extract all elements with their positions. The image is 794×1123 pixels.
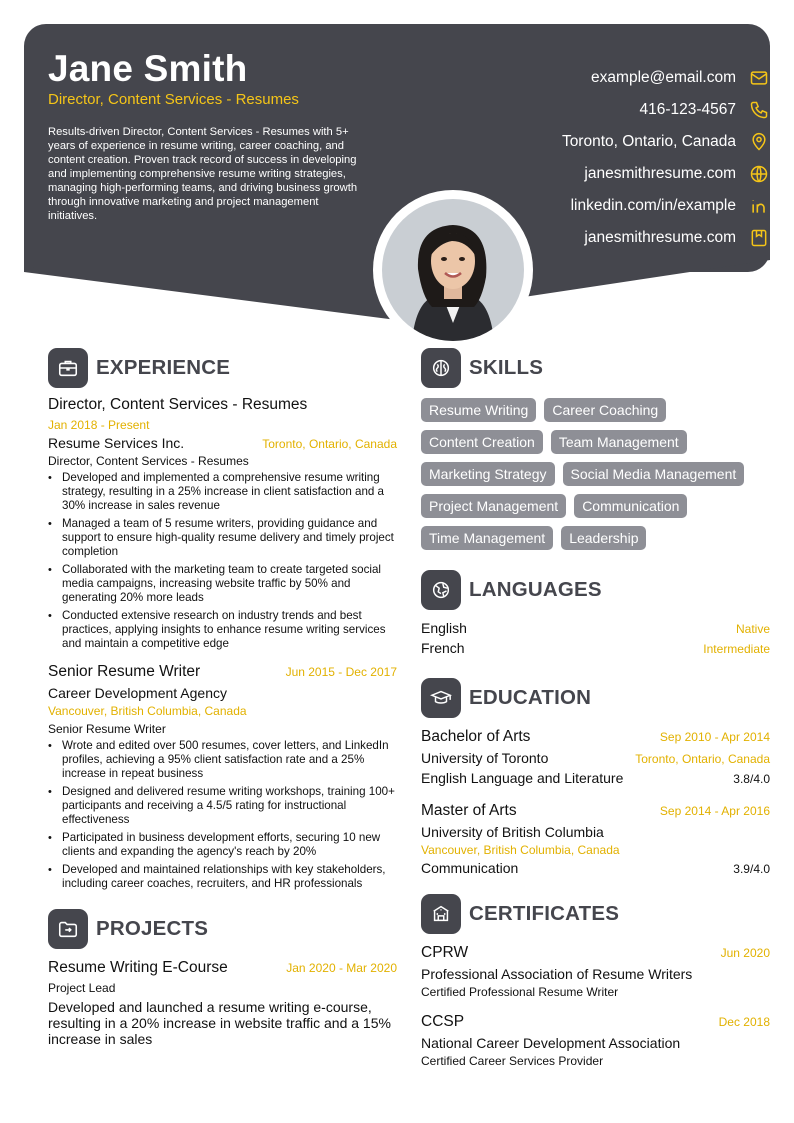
projects-title: PROJECTS (96, 917, 209, 940)
project-title: Resume Writing E-Course (48, 959, 228, 976)
language-row (421, 620, 770, 640)
skill-chip: Marketing Strategy (421, 462, 555, 486)
language-level: Intermediate (703, 642, 770, 656)
certificate-item (421, 944, 770, 999)
job-title: Director, Content Services - Resumes (48, 396, 308, 413)
field-of-study: English Language and Literature (421, 770, 624, 786)
job-bullets (48, 471, 397, 651)
languages-header (421, 570, 770, 610)
job-bullet: • Developed and maintained relationships with key stakeholders, including career coaches, recruiters, and HR professionals (48, 863, 397, 891)
education-header (421, 678, 770, 718)
degree: Bachelor of Arts (421, 728, 531, 745)
institution-icon (421, 894, 461, 934)
gpa: 3.9/4.0 (733, 862, 770, 876)
job-bullet: • Wrote and edited over 500 resumes, cover letters, and LinkedIn profiles, achieving a 95% client satisfaction rate and a 25% increase in repeat business (48, 739, 397, 781)
contact-website[interactable] (440, 158, 770, 190)
job-date: Jan 2018 - Present (48, 418, 150, 432)
experience-item (48, 396, 397, 651)
skill-chip: Content Creation (421, 430, 543, 454)
certificates-header (421, 894, 770, 934)
contact-portfolio-text[interactable]: janesmithresume.com (584, 229, 736, 246)
mail-icon (748, 67, 770, 89)
certificate-description: Certified Career Services Provider (421, 1054, 604, 1068)
bookmark-icon (748, 227, 770, 249)
field-of-study: Communication (421, 860, 519, 876)
gpa: 3.8/4.0 (733, 772, 770, 786)
skill-chip: Career Coaching (544, 398, 666, 422)
brain-icon (421, 348, 461, 388)
certificate-name: CPRW (421, 944, 469, 961)
contact-website-text[interactable]: janesmithresume.com (584, 165, 736, 182)
phone-icon (748, 99, 770, 121)
certificate-date: Dec 2018 (718, 1015, 770, 1029)
degree: Master of Arts (421, 802, 517, 819)
contact-location (440, 126, 770, 158)
education-title: EDUCATION (469, 686, 592, 709)
right-column (421, 348, 770, 1068)
language-name: French (421, 640, 465, 656)
school-location: Vancouver, British Columbia, Canada (421, 843, 620, 857)
folder-icon (48, 909, 88, 949)
languages-list (421, 620, 770, 660)
school-location: Toronto, Ontario, Canada (635, 752, 770, 766)
skill-chip: Resume Writing (421, 398, 536, 422)
skill-chip: Team Management (551, 430, 687, 454)
globe-ball-icon (421, 570, 461, 610)
certificates-title: CERTIFICATES (469, 902, 620, 925)
contact-location-text: Toronto, Ontario, Canada (561, 133, 736, 150)
summary-text: Results-driven Director, Content Services - Resumes with 5+ years of experience in resume writing, career coaching, and content creation. Proven track record of success in developing and implementing comprehensive resume writing strategies, managing high-performing teams, and driving business growth through innovative marketing and project management initiatives. (48, 126, 358, 222)
job-bullets (48, 739, 397, 891)
contact-phone[interactable] (440, 94, 770, 126)
skill-chip: Social Media Management (563, 462, 745, 486)
project-role: Project Lead (48, 981, 116, 995)
certificate-issuer: Professional Association of Resume Writers (421, 966, 693, 982)
language-name: English (421, 620, 467, 636)
job-bullet: • Managed a team of 5 resume writers, providing guidance and support to ensure high-quality resume delivery and timely project completion (48, 517, 397, 559)
job-location: Toronto, Ontario, Canada (262, 437, 397, 451)
job-title: Senior Resume Writer (48, 663, 201, 680)
school: University of Toronto (421, 750, 549, 766)
projects-header (48, 909, 397, 949)
job-bullet: • Developed and implemented a comprehensive resume writing strategy, resulting in a 25% increase in client satisfaction and a 30% increase in sales revenue (48, 471, 397, 513)
job-role: Senior Resume Writer (48, 722, 166, 736)
job-company: Resume Services Inc. (48, 435, 185, 451)
project-description: Developed and launched a resume writing e-course, resulting in a 20% increase in website traffic and a 15% increase in sales (48, 999, 391, 1047)
job-role: Director, Content Services - Resumes (48, 454, 249, 468)
linkedin-icon (748, 195, 770, 217)
contact-email-text[interactable]: example@email.com (591, 69, 736, 86)
globe-icon (748, 163, 770, 185)
job-bullet: • Conducted extensive research on industry trends and best practices, applying insights to enhance resume writing services and maintain a competitive edge (48, 609, 397, 651)
skill-chip: Communication (574, 494, 687, 518)
certificate-date: Jun 2020 (720, 946, 770, 960)
contact-phone-text[interactable]: 416-123-4567 (639, 101, 736, 118)
skills-list (421, 398, 770, 550)
education-item (421, 728, 770, 786)
experience-title: EXPERIENCE (96, 356, 231, 379)
skills-title: SKILLS (469, 356, 544, 379)
skill-chip: Project Management (421, 494, 566, 518)
contact-linkedin-text[interactable]: linkedin.com/in/example (570, 197, 736, 214)
candidate-name: Jane Smith (48, 48, 248, 89)
briefcase-icon (48, 348, 88, 388)
experience-item (48, 663, 397, 891)
school: University of British Columbia (421, 824, 604, 840)
project-item (48, 959, 397, 1047)
education-date: Sep 2014 - Apr 2016 (659, 804, 770, 818)
language-level: Native (735, 622, 770, 636)
contact-email[interactable] (440, 62, 770, 94)
job-location: Vancouver, British Columbia, Canada (48, 704, 247, 718)
project-date: Jan 2020 - Mar 2020 (286, 961, 397, 975)
candidate-title: Director, Content Services - Resumes (48, 91, 299, 108)
skill-chip: Time Management (421, 526, 553, 550)
avatar (382, 199, 524, 341)
certificate-issuer: National Career Development Association (421, 1035, 681, 1051)
education-item (421, 802, 770, 876)
job-bullet: • Designed and delivered resume writing workshops, training 100+ participants and receiving a 4.5/5 rating for instructional effectiveness (48, 785, 397, 827)
job-company: Career Development Agency (48, 685, 227, 701)
skill-chip: Leadership (561, 526, 646, 550)
location-icon (748, 131, 770, 153)
certificate-item (421, 1013, 770, 1068)
languages-title: LANGUAGES (469, 578, 602, 601)
experience-header (48, 348, 397, 388)
job-bullet: • Participated in business development efforts, securing 10 new clients and expanding the agency's reach by 20% (48, 831, 397, 859)
certificate-description: Certified Professional Resume Writer (421, 985, 619, 999)
graduation-cap-icon (421, 678, 461, 718)
education-date: Sep 2010 - Apr 2014 (659, 730, 770, 744)
job-bullet: • Collaborated with the marketing team to create targeted social media campaigns, increasing website traffic by 50% and generating 20% more leads (48, 563, 397, 605)
job-date: Jun 2015 - Dec 2017 (285, 665, 397, 679)
language-row (421, 640, 770, 660)
left-column (48, 348, 397, 1047)
certificate-name: CCSP (421, 1013, 465, 1030)
skills-header (421, 348, 770, 388)
